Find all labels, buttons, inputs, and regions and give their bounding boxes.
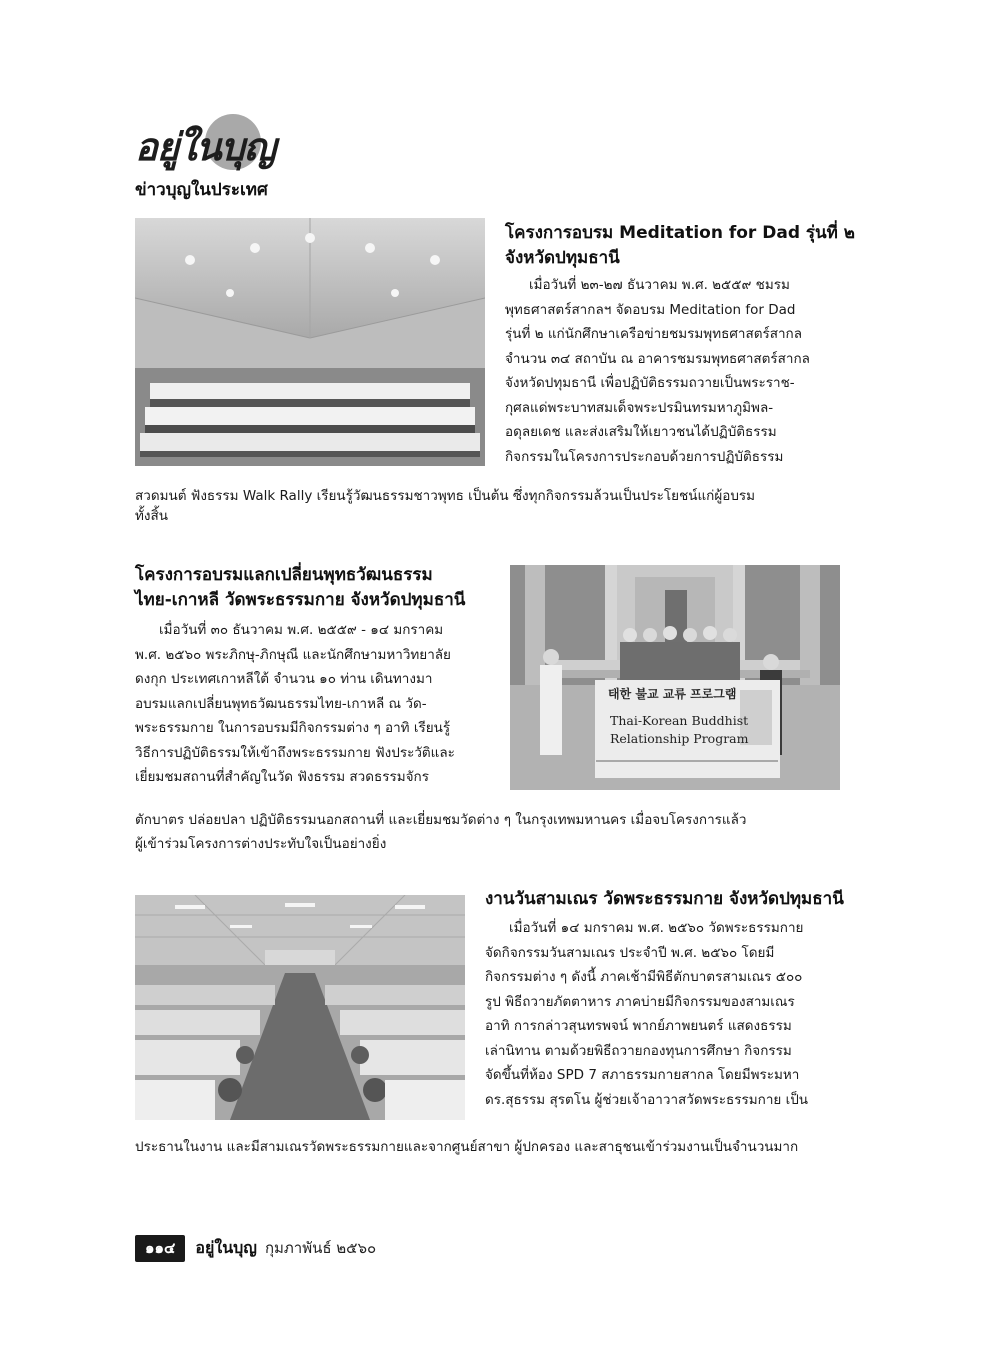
paragraph-line: จัดขึ้นที่ห้อง SPD 7 สภาธรรมกายสากล โดยมีพระมหา (485, 1067, 800, 1083)
paragraph-line: อดุลยเดช และส่งเสริมให้เยาวชนได้ปฏิบัติธรรม (505, 424, 777, 440)
footer-issue-date: กุมภาพันธ์ ๒๕๖๐ (264, 1239, 377, 1257)
article-1-photo (135, 218, 485, 466)
paragraph-line: เมื่อวันที่ ๑๔ มกราคม พ.ศ. ๒๕๖๐ วัดพระธรรมกาย (509, 920, 804, 936)
paragraph-line: จังหวัดปทุมธานี เพื่อปฏิบัติธรรมถวายเป็นพระราช- (505, 375, 795, 391)
paragraph-line: ตักบาตร ปล่อยปลา ปฏิบัติธรรมนอกสถานที่ และเยี่ยมชมวัดต่าง ๆ ในกรุงเทพมหานคร เมื่อจบโครงการแล้ว (135, 812, 747, 828)
banner-korean: 태한 불교 교류 프로그램 (608, 687, 737, 701)
paragraph-line: อบรมแลกเปลี่ยนพุทธวัฒนธรรมไทย-เกาหลี ณ วัด- (135, 695, 427, 712)
paragraph-line: อาทิ การกล่าวสุนทรพจน์ พากย์ภาพยนตร์ แสดงธรรม (485, 1018, 792, 1034)
paragraph-line: เมื่อวันที่ ๓๐ ธันวาคม พ.ศ. ๒๕๕๙ - ๑๔ มกราคม (159, 622, 444, 638)
article-3-column-text (485, 916, 840, 1112)
article-2-title (135, 563, 505, 613)
paragraph-line: ดร.สุธรรม สุรตโน ผู้ช่วยเจ้าอาวาสวัดพระธรรมกาย เป็น (485, 1091, 809, 1108)
article-3-photo (135, 895, 465, 1120)
paragraph-line: ประธานในงาน และมีสามเณรวัดพระธรรมกายและจากศูนย์สาขา ผู้ปกครอง และสาธุชนเข้าร่วมงานเป็นจำนวนมาก (135, 1139, 799, 1155)
article-1-full-text (135, 486, 840, 526)
article-3-title: งานวันสามเณร วัดพระธรรมกาย จังหวัดปทุมธานี (485, 889, 844, 909)
article-2-column-text (135, 618, 487, 790)
article-3-full-text (135, 1135, 840, 1159)
paragraph-line: ผู้เข้าร่วมโครงการต่างประทับใจเป็นอย่างยิ่ง (135, 836, 387, 852)
page-footer (135, 1235, 376, 1261)
banner-english-2: Relationship Program (610, 731, 749, 746)
paragraph-line: กิจกรรมต่าง ๆ ดังนี้ ภาคเช้ามีพิธีตักบาตรสามเณร ๕๐๐ (485, 969, 803, 985)
article-2-photo (510, 565, 840, 790)
paragraph-line: เล่านิทาน ตามด้วยพิธีถวายกองทุนการศึกษา กิจกรรม (485, 1042, 792, 1059)
article-1-column-text (505, 273, 840, 469)
banner-english-1: Thai-Korean Buddhist (610, 713, 749, 728)
article-1-title-line-2: จังหวัดปทุมธานี (505, 248, 620, 268)
paragraph-line: กุศลแด่พระบาทสมเด็จพระปรมินทรมหาภูมิพล- (505, 399, 774, 416)
paragraph-line: พ.ศ. ๒๕๖๐ พระภิกษุ-ภิกษุณี และนักศึกษามหาวิทยาลัย (135, 646, 451, 663)
paragraph-line: จำนวน ๓๔ สถาบัน ณ อาคารชมรมพุทธศาสตร์สากล (505, 350, 810, 367)
article-1-title (505, 221, 865, 271)
paragraph-line: เมื่อวันที่ ๒๓-๒๗ ธันวาคม พ.ศ. ๒๕๕๙ ชมรม (529, 277, 790, 293)
paragraph-line: สวดมนต์ ฟังธรรม Walk Rally เรียนรู้วัฒนธรรมชาวพุทธ เป็นต้น ซึ่งทุกกิจกรรมล้วนเป็นประโยชน์แก่ผู้อบรม (135, 488, 756, 504)
paragraph-line: วิธีการปฏิบัติธรรมให้เข้าถึงพระธรรมกาย ฟังประวัติและ (135, 744, 455, 761)
paragraph-line: พระธรรมกาย ในการอบรมมีกิจกรรมต่าง ๆ อาทิ เรียนรู้ (135, 720, 451, 736)
paragraph-line: เยี่ยมชมสถานที่สำคัญในวัด ฟังธรรม สวดธรรมจักร (135, 769, 429, 785)
paragraph-line: รุ่นที่ ๒ แก่นักศึกษาเครือข่ายชมรมพุทธศาสตร์สากล (505, 326, 803, 342)
footer-magazine-name: อยู่ในบุญ (195, 1237, 257, 1257)
paragraph-line: ทั้งสิ้น (135, 508, 168, 524)
logo-text: อยู่ในบุญ (135, 124, 276, 169)
paragraph-line: ดงกุก ประเทศเกาหลีใต้ จำนวน ๑๐ ท่าน เดินทางมา (135, 671, 433, 687)
paragraph-line: รูป พิธีถวายภัตตาหาร ภาคบ่ายมีกิจกรรมของสามเณร (485, 993, 795, 1010)
article-2-title-line-1: โครงการอบรมแลกเปลี่ยนพุทธวัฒนธรรม (135, 565, 433, 585)
page-number-badge: ๑๑๔ (135, 1235, 185, 1262)
magazine-logo (135, 112, 276, 174)
article-1-title-line-1: โครงการอบรม Meditation for Dad รุ่นที่ ๒ (505, 223, 855, 243)
paragraph-line: กิจกรรมในโครงการประกอบด้วยการปฏิบัติธรรม (505, 448, 784, 465)
paragraph-line: พุทธศาสตร์สากลฯ จัดอบรม Meditation for Dad (505, 301, 796, 318)
paragraph-line: จัดกิจกรรมวันสามเณร ประจำปี พ.ศ. ๒๕๖๐ โดยมี (485, 944, 775, 961)
section-title: ข่าวบุญในประเทศ (135, 180, 268, 200)
article-2-title-line-2: ไทย-เกาหลี วัดพระธรรมกาย จังหวัดปทุมธานี (135, 590, 466, 610)
article-2-full-text (135, 808, 840, 856)
